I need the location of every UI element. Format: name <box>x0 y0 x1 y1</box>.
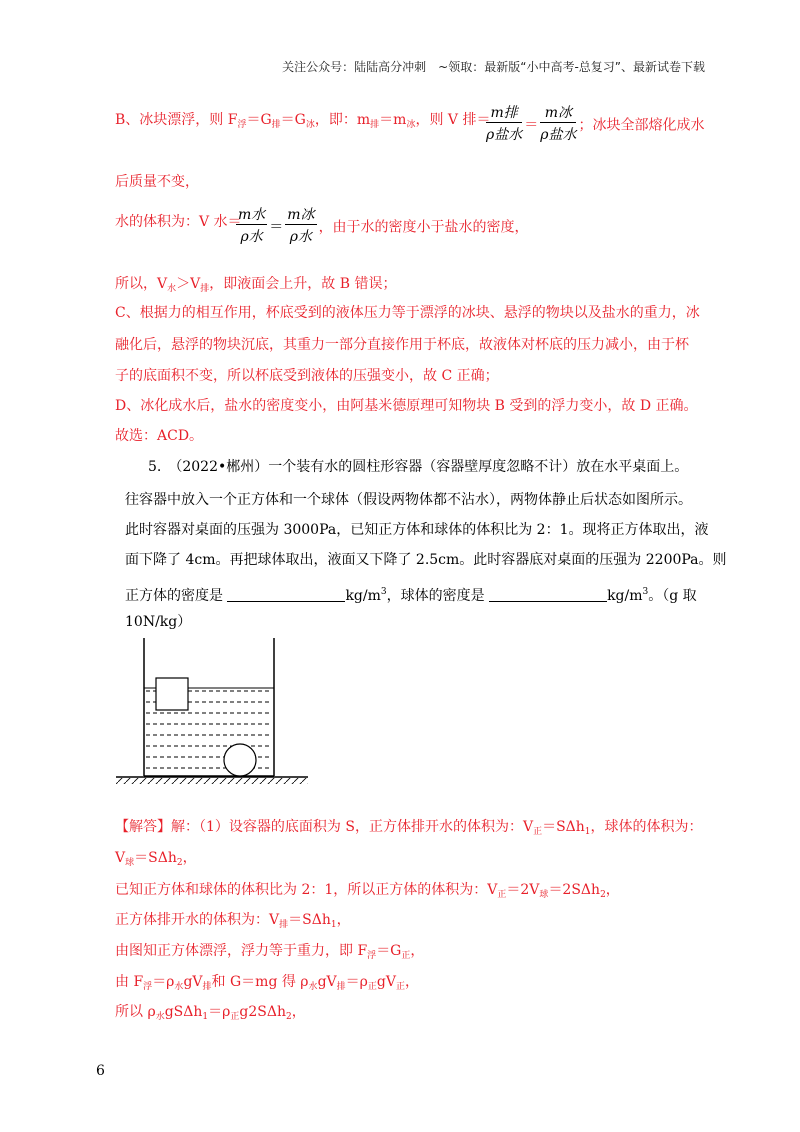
option-b-fractions: $\frac{\text{m排}}{\text{ρ盐水}}$ ＝ $\frac{\text{m冰}}{\text{ρ盐水}}$ ；冰块全部熔化成水 <box>486 105 705 143</box>
table-hatching <box>116 778 308 784</box>
option-b-line-1: B、冰块漂浮，则 $F_浮=G_排=G_冰$，即：$m_排=m_冰$，则 V 排＝ <box>115 112 491 130</box>
container-diagram <box>110 630 320 790</box>
answer-blank-sphere-density[interactable] <box>489 587 607 602</box>
question-line-4: 面下降了 4cm。再把球体取出，液面又下降了 2.5cm。此时容器底对桌面的压强为 2200Pa。则 <box>125 552 727 568</box>
solution-line-1: 【解答】解：（1）设容器的底面积为 S，正方体排开水的体积为：$V_正=S\Delta h_1$，球体的体积为： <box>115 819 703 837</box>
option-b-water-fractions: $\frac{\text{m水}}{\text{ρ水}}$ ＝ $\frac{\text{m冰}}{\text{ρ水}}$ ，由于水的密度小于盐水的密度， <box>238 207 529 245</box>
fraction-m-bing-shui: $\frac{\text{m冰}}{\text{ρ水}}$ <box>287 207 315 245</box>
solution-line-7: 所以 $\rho_水gS\Delta h_1=\rho_正g2S\Delta h_2$， <box>115 1004 306 1022</box>
option-d-line-1: D、冰化成水后，盐水的密度变小，由阿基米德原理可知物块 B 受到的浮力变小，故 D 正确。 <box>115 398 698 414</box>
option-c-line-2: 融化后，悬浮的物块沉底，其重力一部分直接作用于杯底，故液体对杯底的压力减小，由于杯 <box>115 337 689 353</box>
solution-line-4: 正方体排开水的体积为：$V_排=S\Delta h_1$， <box>115 912 351 930</box>
option-c-line-1: C、根据力的相互作用，杯底受到的液体压力等于漂浮的冰块、悬浮的物块以及盐水的重力，冰 <box>115 305 700 321</box>
solution-line-6: 由 $F_浮=\rho_水gV_排$和 G＝mg 得 $\rho_水gV_排=\rho_正gV_正$， <box>115 974 419 992</box>
solution-line-3: 已知正方体和球体的体积比为 2：1，所以正方体的体积为：$V_正=2V_球=2S\Delta h_2$， <box>115 882 620 900</box>
solution-line-5: 由图知正方体漂浮，浮力等于重力，即 $F_浮=G_正$， <box>115 943 425 961</box>
page-number: 6 <box>96 1063 105 1079</box>
sunk-sphere <box>224 744 256 776</box>
page-header: 关注公众号：陆陆高分冲刺 ~领取：最新版“小中高考-总复习”、最新试卷下载 <box>282 60 705 74</box>
option-b-line-2: 后质量不变， <box>115 174 199 190</box>
option-c-line-3: 子的底面积不变，所以杯底受到液体的压强变小，故 C 正确； <box>115 368 499 384</box>
answer-blank-cube-density[interactable] <box>227 587 345 602</box>
fraction-m-pai: $\frac{\text{m排}}{\text{ρ盐水}}$ <box>486 105 523 143</box>
question-line-1: 5. （2022•郴州）一个装有水的圆柱形容器（容器壁厚度忽略不计）放在水平桌面上。 <box>148 459 689 475</box>
solution-line-2: $V_球=S\Delta h_2$， <box>115 850 197 868</box>
option-b-line-3: 水的体积为：V 水＝ <box>115 214 242 230</box>
question-line-2: 往容器中放入一个正方体和一个球体（假设两物体都不沾水），两物体静止后状态如图所示。 <box>125 492 692 508</box>
question-line-5: 正方体的密度是 $kg/m^3$，球体的密度是 $kg/m^3$。（g 取 <box>125 587 697 604</box>
solution-label: 【解答】 <box>115 819 171 835</box>
choice-answer: 故选：ACD。 <box>115 428 204 444</box>
fraction-m-bing: $\frac{\text{m冰}}{\text{ρ盐水}}$ <box>540 105 577 143</box>
option-b-line-4: 所以，$V_水>V_排$，即液面会上升，故 B 错误； <box>115 276 397 294</box>
question-line-3: 此时容器对桌面的压强为 3000Pa，已知正方体和球体的体积比为 2：1。现将正方体取出，液 <box>125 522 709 538</box>
floating-cube <box>156 678 188 710</box>
fraction-m-shui: $\frac{\text{m水}}{\text{ρ水}}$ <box>238 207 266 245</box>
question-line-6: 10N/kg） <box>125 614 192 630</box>
